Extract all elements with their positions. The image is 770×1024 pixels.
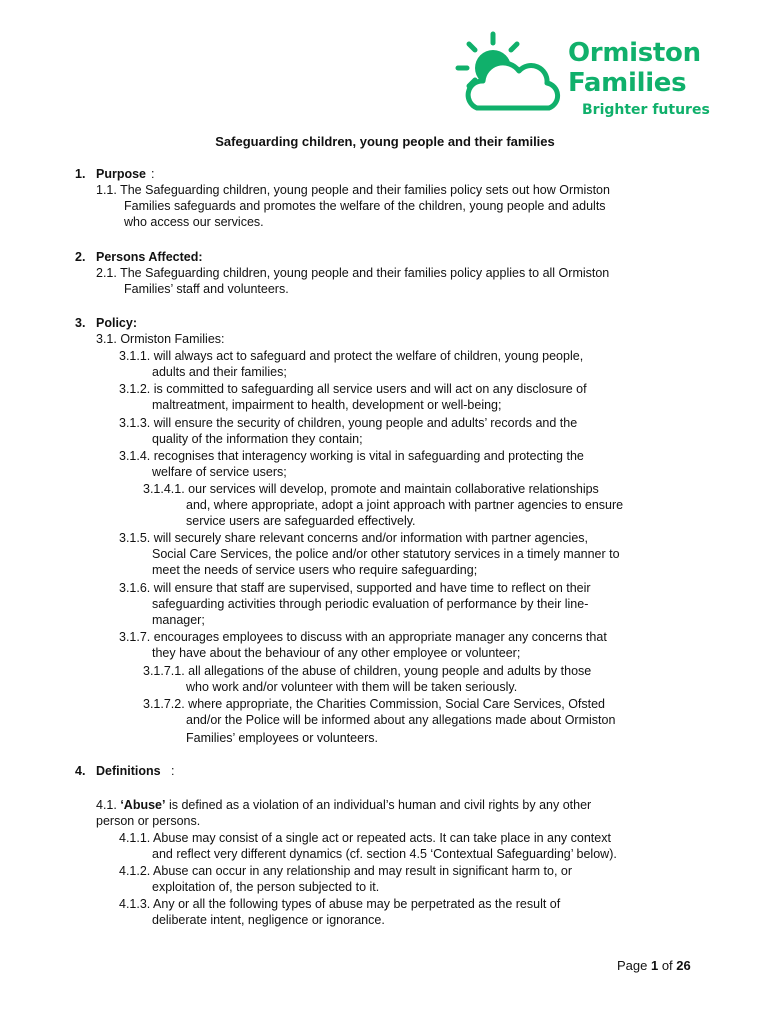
page-number: Page 1 of 26 xyxy=(617,958,691,973)
paragraph-3-1-6: manager; xyxy=(152,613,205,627)
paragraph-3-1-4-1: 3.1.4.1. our services will develop, promote and maintain collaborative relationships xyxy=(143,482,599,496)
paragraph-1-1: 1.1. The Safeguarding children, young people and their families policy sets out how Ormiston xyxy=(96,183,610,197)
paragraph-3-1-5: 3.1.5. will securely share relevant concerns and/or information with partner agencies, xyxy=(119,531,588,545)
paragraph-3-1-2: 3.1.2. is committed to safeguarding all service users and will act on any disclosure of xyxy=(119,382,587,396)
paragraph-3-1-3: 3.1.3. will ensure the security of children, young people and adults’ records and the xyxy=(119,416,578,430)
paragraph-3-1-4: 3.1.4. recognises that interagency working is vital in safeguarding and protecting the xyxy=(119,449,584,463)
paragraph-3-1-4-1: service users are safeguarded effectively. xyxy=(186,514,416,528)
paragraph-3-1-7: 3.1.7. encourages employees to discuss with an appropriate manager any concerns that xyxy=(119,630,607,644)
section-2-heading: 2. Persons Affected: xyxy=(75,250,203,264)
paragraph-2-1: 2.1. The Safeguarding children, young people and their families policy applies to all Ormiston xyxy=(96,266,610,280)
paragraph-4-1-2: exploitation of, the person subjected to it. xyxy=(152,880,380,894)
section-1-heading: 1. Purpose : xyxy=(75,167,155,181)
logo-line-1: Ormiston xyxy=(568,38,701,68)
document-title: Safeguarding children, young people and their families xyxy=(215,134,555,149)
section-4-heading: 4. Definitions : xyxy=(75,764,175,778)
paragraph-4-1-1: 4.1.1. Abuse may consist of a single act or repeated acts. It can take place in any context xyxy=(119,831,611,845)
paragraph-3-1-2: maltreatment, impairment to health, development or well-being; xyxy=(152,398,502,412)
paragraph-4-1: person or persons. xyxy=(96,814,201,828)
paragraph-4-1-3: 4.1.3. Any or all the following types of abuse may be perpetrated as the result of xyxy=(119,897,561,911)
paragraph-3-1-7-1: 3.1.7.1. all allegations of the abuse of children, young people and adults by those xyxy=(143,664,592,678)
paragraph-3-1: 3.1. Ormiston Families: xyxy=(96,332,225,346)
paragraph-3-1-7-1: who work and/or volunteer with them will be taken seriously. xyxy=(186,680,518,694)
logo-line-2: Families xyxy=(568,68,687,98)
paragraph-3-1-4-1: and, where appropriate, adopt a joint approach with partner agencies to ensure xyxy=(186,498,624,512)
paragraph-3-1-7-2: Families’ employees or volunteers. xyxy=(186,731,378,745)
section-3-heading: 3. Policy: xyxy=(75,316,137,330)
paragraph-4-1-1: and reflect very different dynamics (cf. section 4.5 ‘Contextual Safeguarding’ below). xyxy=(152,847,617,861)
paragraph-4-1-2: 4.1.2. Abuse can occur in any relationship and may result in significant harm to, or xyxy=(119,864,573,878)
paragraph-3-1-6: safeguarding activities through periodic evaluation of performance by their line- xyxy=(152,597,589,611)
logo-tagline: Brighter futures xyxy=(582,102,710,118)
paragraph-3-1-1: adults and their families; xyxy=(152,365,287,379)
paragraph-3-1-3: quality of the information they contain; xyxy=(152,432,363,446)
paragraph-3-1-5: meet the needs of service users who require safeguarding; xyxy=(152,563,478,577)
sun-cloud-icon xyxy=(455,30,575,120)
term-abuse: ‘Abuse’ xyxy=(120,798,166,812)
paragraph-3-1-6: 3.1.6. will ensure that staff are supervised, supported and have time to reflect on their xyxy=(119,581,591,595)
paragraph-1-1: who access our services. xyxy=(124,215,264,229)
paragraph-3-1-4: welfare of service users; xyxy=(152,465,287,479)
paragraph-4-1: 4.1. ‘Abuse’ is defined as a violation of an individual’s human and civil rights by any other xyxy=(96,798,592,812)
paragraph-2-1: Families’ staff and volunteers. xyxy=(124,282,289,296)
paragraph-4-1-3: deliberate intent, negligence or ignorance. xyxy=(152,913,385,927)
paragraph-3-1-1: 3.1.1. will always act to safeguard and protect the welfare of children, young people, xyxy=(119,349,584,363)
paragraph-3-1-7: they have about the behaviour of any other employee or volunteer; xyxy=(152,646,521,660)
paragraph-3-1-5: Social Care Services, the police and/or other statutory services in a timely manner to xyxy=(152,547,620,561)
paragraph-3-1-7-2: and/or the Police will be informed about any allegations made about Ormiston xyxy=(186,713,616,727)
logo-text xyxy=(568,38,710,118)
paragraph-3-1-7-2: 3.1.7.2. where appropriate, the Charities Commission, Social Care Services, Ofsted xyxy=(143,697,606,711)
paragraph-1-1: Families safeguards and promotes the welfare of the children, young people and adults xyxy=(124,199,606,213)
